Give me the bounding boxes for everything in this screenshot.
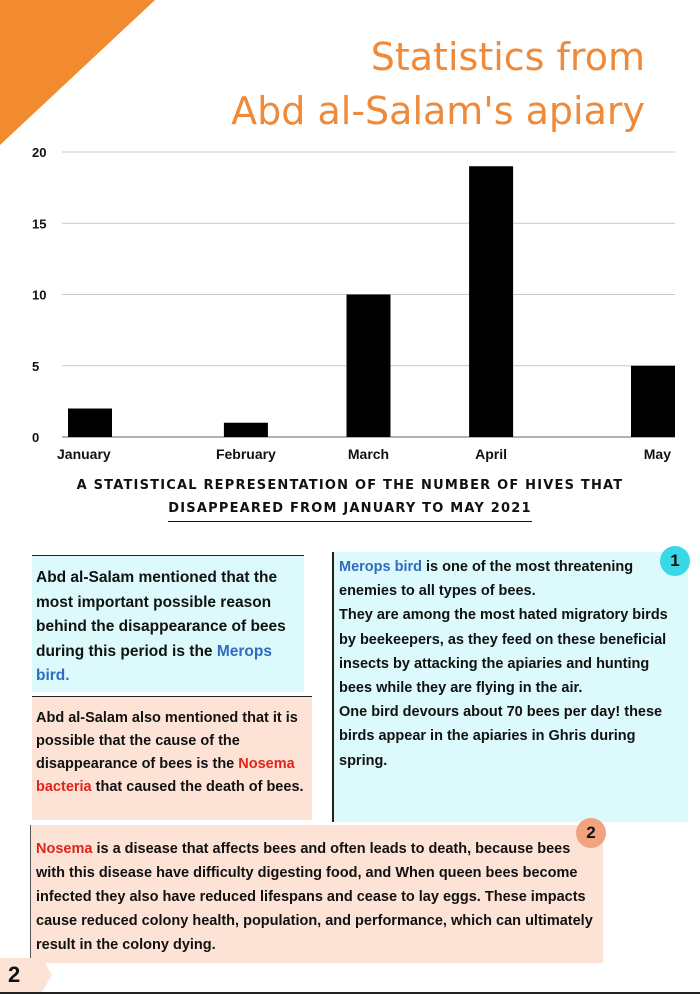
merops-reason-text: Abd al-Salam mentioned that the most important possible reason behind the disappearance of bees during this period is the: [36, 569, 286, 660]
chart-caption: [0, 474, 700, 522]
nosema-info-box: [30, 825, 603, 963]
x-tick-label: March: [347, 446, 390, 462]
badge-number-1: 1: [660, 546, 690, 576]
nosema-reason-highlight: Nosema bacteria: [36, 756, 295, 795]
merops-info-text: is one of the most threatening enemies to all types of bees.: [339, 559, 634, 600]
page-title: [231, 30, 645, 138]
bar: [68, 409, 112, 438]
bar: [224, 423, 268, 437]
corner-decoration: [0, 0, 155, 145]
badge-number-2: 2: [576, 818, 606, 848]
nosema-reason-text-2: that caused the death of bees.: [91, 779, 304, 795]
title-line-2: Abd al-Salam's apiary: [231, 89, 645, 133]
bar: [469, 166, 513, 437]
merops-info-para-2: They are among the most hated migratory birds by beekeepers, as they feed on these beneficial insects by attacking the apiaries and hunting bees while they are flying in the air.: [339, 607, 668, 697]
nosema-info-text: is a disease that affects bees and often leads to death, because bees with this disease have difficulty digesting food, and When queen bees become infected they also have reduced lifespans and cease to lay eggs. These impacts cause reduced colony health, population, and performance, which can ultimately result in the colony dying.: [36, 841, 593, 953]
merops-reason-highlight: Merops bird.: [36, 642, 272, 684]
caption-line-2: DISAPPEARED FROM JANUARY TO MAY 2021: [168, 497, 531, 522]
merops-info-box: [332, 552, 688, 822]
nosema-reason-text-1: Abd al-Salam also mentioned that it is possible that the cause of the disappearance of bees is the: [36, 710, 298, 772]
title-line-1: Statistics from: [370, 35, 645, 79]
y-tick-label: 10: [32, 287, 47, 303]
y-tick-label: 0: [32, 430, 40, 445]
x-tick-label: May: [643, 446, 671, 462]
nosema-reason-box: [32, 696, 312, 820]
bar-chart: [0, 140, 700, 470]
merops-reason-box: [32, 555, 304, 692]
merops-info-highlight: Merops bird: [339, 559, 422, 575]
y-tick-label: 20: [32, 145, 47, 160]
merops-info-para-3: One bird devours about 70 bees per day! these birds appear in the apiaries in Ghris during spring.: [339, 704, 663, 769]
page-number: 2: [0, 958, 42, 992]
nosema-info-highlight: Nosema: [36, 841, 93, 857]
bar: [631, 366, 675, 437]
y-tick-label: 15: [32, 216, 47, 232]
y-tick-label: 5: [32, 358, 40, 374]
bar: [347, 295, 391, 438]
x-tick-label: January: [57, 446, 111, 462]
x-tick-label: April: [475, 446, 508, 462]
x-tick-label: February: [215, 446, 276, 462]
caption-line-1: A STATISTICAL REPRESENTATION OF THE NUMBER OF HIVES THAT: [76, 478, 624, 493]
